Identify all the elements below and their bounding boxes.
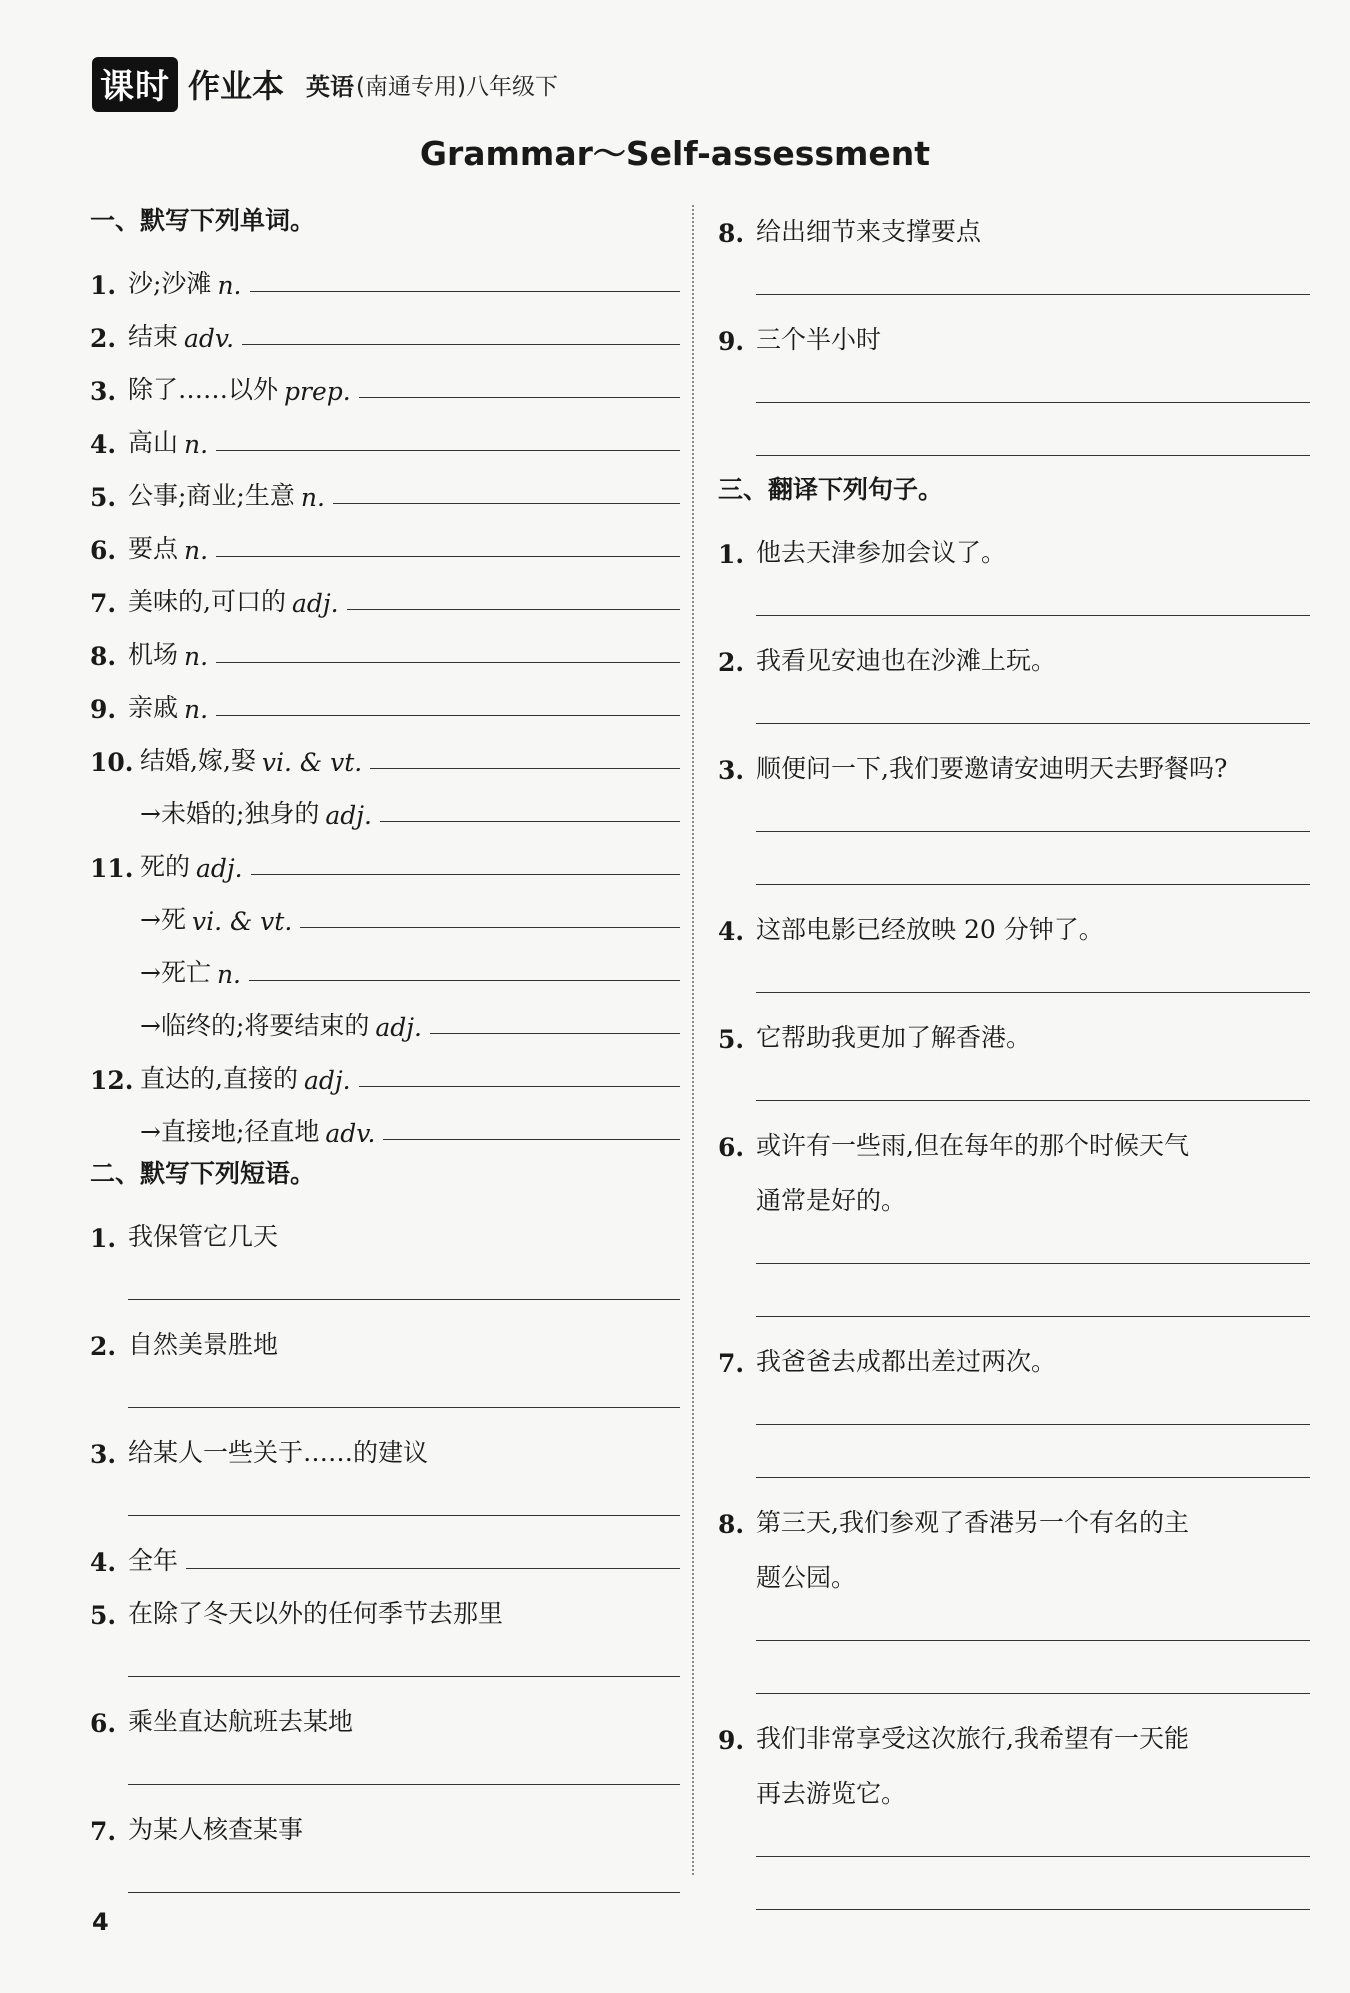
item-pos: n. [300,483,325,512]
item-pos: n. [216,960,242,989]
item-chinese: 他去天津参加会议了。 [756,538,1007,567]
item-chinese: →死 [140,905,186,934]
item-chinese: 机场 [128,640,179,669]
left-column [90,195,680,1901]
answer-blank[interactable] [250,290,681,292]
answer-blank[interactable] [251,873,680,875]
phrase-item [90,1308,680,1363]
word-item [90,618,680,671]
phrase-item [90,1524,680,1577]
answer-blank[interactable] [249,979,680,981]
phrase-item [718,303,1310,358]
answer-blank[interactable] [359,1085,680,1087]
word-item [90,724,680,777]
item-chinese: 为某人核查某事 [128,1815,304,1844]
item-number: 6. [90,536,117,565]
item-chinese: 在除了冬天以外的任何季节去那里 [128,1599,504,1628]
item-chinese: 死的 [140,852,191,881]
item-number: 5. [90,1601,117,1630]
answer-line[interactable] [718,571,1310,624]
item-chinese: 亲戚 [128,693,179,722]
word-derivative-item [90,1095,680,1148]
answer-line[interactable] [718,1219,1310,1272]
word-item [90,671,680,724]
answer-blank[interactable] [216,661,680,663]
phrase-item [90,1793,680,1848]
item-number: 10. [90,748,134,777]
item-chinese: 给出细节来支撑要点 [756,217,982,246]
sentence-continuation [718,1164,1310,1219]
item-number: 4. [90,430,117,459]
section1-heading: 一、默写下列单词。 [90,206,316,235]
answer-line[interactable] [718,948,1310,1001]
item-chinese: 要点 [128,534,179,563]
answer-line[interactable] [718,411,1310,464]
answer-line[interactable] [90,1255,680,1308]
item-pos: adj. [291,589,339,618]
answer-line[interactable] [718,679,1310,732]
item-chinese: 第三天,我们参观了香港另一个有名的主 [756,1508,1189,1537]
item-chinese: 再去游览它。 [756,1779,907,1808]
answer-blank[interactable] [216,449,680,451]
phrase-item [90,1577,680,1632]
item-chinese: 或许有一些雨,但在每年的那个时候天气 [756,1131,1189,1160]
edition-label: (南通专用)八年级下 [356,73,558,100]
word-item [90,459,680,512]
page-title: Grammar～Self-assessment [419,134,931,173]
item-chinese: 题公园。 [756,1563,857,1592]
sentence-item [718,732,1310,787]
item-chinese: →未婚的;独身的 [140,799,320,828]
word-item [90,353,680,406]
item-pos: adv. [184,324,235,353]
item-number: 2. [90,324,117,353]
item-number: 8. [718,1510,745,1539]
sentence-item [718,1109,1310,1164]
item-chinese: →直接地;径直地 [140,1117,320,1146]
item-chinese: 我看见安迪也在沙滩上玩。 [756,646,1057,675]
word-derivative-item [90,777,680,830]
item-pos: n. [184,695,209,724]
item-chinese: 三个半小时 [756,325,882,354]
answer-line[interactable] [90,1740,680,1793]
sentence-item [718,624,1310,679]
column-divider [692,205,694,1875]
item-pos: adj. [303,1066,351,1095]
word-item [90,1042,680,1095]
item-pos: n. [184,642,209,671]
answer-blank[interactable] [430,1032,680,1034]
answer-blank[interactable] [300,926,680,928]
item-number: 1. [718,540,745,569]
item-chinese: →临终的;将要结束的 [140,1011,370,1040]
item-number: 8. [90,642,117,671]
sentence-item [718,1702,1310,1757]
item-number: 7. [90,589,117,618]
item-chinese: →死亡 [140,958,211,987]
answer-line[interactable] [90,1848,680,1901]
page-number: 4 [92,1908,109,1936]
item-chinese: 我们非常享受这次旅行,我希望有一天能 [756,1724,1189,1753]
answer-blank[interactable] [359,396,680,398]
item-number: 7. [90,1817,117,1846]
item-chinese: 高山 [128,428,179,457]
sentence-item [718,516,1310,571]
brand-logo: 课时 [92,57,178,112]
item-number: 5. [718,1025,745,1054]
item-pos: adj. [325,801,372,830]
item-chinese: 这部电影已经放映 20 分钟了。 [756,915,1104,944]
section3-heading: 三、翻译下列句子。 [718,475,944,504]
sentence-item [718,1486,1310,1541]
right-column [718,195,1310,1918]
item-chinese: 顺便问一下,我们要邀请安迪明天去野餐吗? [756,754,1228,783]
answer-line[interactable] [718,787,1310,840]
word-derivative-item [90,883,680,936]
item-chinese: 除了……以外 [128,375,279,404]
item-number: 9. [718,1726,745,1755]
item-chinese: 全年 [128,1546,179,1575]
item-number: 2. [90,1332,117,1361]
answer-line[interactable] [718,1649,1310,1702]
answer-line[interactable] [718,1380,1310,1433]
item-number: 9. [90,695,117,724]
item-number: 4. [90,1548,117,1577]
item-number: 4. [718,917,745,946]
answer-blank[interactable] [383,1138,680,1140]
phrase-item [718,195,1310,250]
answer-blank[interactable] [242,343,680,345]
answer-line[interactable] [718,1812,1310,1865]
item-number: 3. [90,1440,117,1469]
answer-line[interactable] [718,840,1310,893]
answer-line[interactable] [718,1596,1310,1649]
item-pos: adj. [196,854,243,883]
sentence-item [718,893,1310,948]
item-pos: n. [217,271,242,300]
item-number: 8. [718,219,745,248]
item-chinese: 公事;商业;生意 [128,481,295,510]
answer-line[interactable] [718,358,1310,411]
phrase-item [90,1416,680,1471]
sentence-item [718,1001,1310,1056]
item-number: 3. [718,756,745,785]
section2-heading: 二、默写下列短语。 [90,1159,316,1188]
word-derivative-item [90,936,680,989]
answer-blank[interactable] [370,767,680,769]
item-pos: n. [184,536,209,565]
item-chinese: 我爸爸去成都出差过两次。 [756,1347,1057,1376]
item-chinese: 结婚,嫁,娶 [140,746,256,775]
answer-line[interactable] [718,250,1310,303]
answer-blank[interactable] [333,502,680,504]
brand-name: 作业本 [188,67,285,105]
subject-label: 英语 [306,72,355,101]
item-pos: n. [184,430,209,459]
answer-line[interactable] [718,1056,1310,1109]
item-number: 11. [90,854,134,883]
word-item [90,830,680,883]
answer-blank[interactable] [347,608,680,610]
item-pos: prep. [284,377,351,406]
item-chinese: 乘坐直达航班去某地 [128,1707,354,1736]
item-chinese: 沙;沙滩 [128,269,212,298]
item-number: 9. [718,327,745,356]
word-item [90,300,680,353]
word-derivative-item [90,989,680,1042]
word-item [90,406,680,459]
answer-line[interactable] [718,1865,1310,1918]
answer-line[interactable] [90,1632,680,1685]
word-item [90,512,680,565]
item-number: 1. [90,271,117,300]
item-chinese: 美味的,可口的 [128,587,286,616]
item-number: 12. [90,1066,134,1095]
answer-blank[interactable] [186,1567,680,1569]
item-number: 3. [90,377,117,406]
answer-line[interactable] [718,1272,1310,1325]
item-number: 1. [90,1224,117,1253]
answer-line[interactable] [90,1363,680,1416]
word-item [90,565,680,618]
phrase-item [90,1685,680,1740]
sentence-continuation [718,1757,1310,1812]
item-chinese: 自然美景胜地 [128,1330,279,1359]
header [92,58,558,110]
item-chinese: 它帮助我更加了解香港。 [756,1023,1032,1052]
item-pos: vi. & vt. [191,907,293,936]
item-number: 6. [718,1133,745,1162]
sentence-continuation [718,1541,1310,1596]
item-number: 5. [90,483,117,512]
item-pos: vi. & vt. [261,748,363,777]
item-chinese: 通常是好的。 [756,1186,907,1215]
phrase-item [90,1200,680,1255]
sentence-item [718,1325,1310,1380]
item-chinese: 给某人一些关于……的建议 [128,1438,429,1467]
answer-line[interactable] [718,1433,1310,1486]
item-number: 2. [718,648,745,677]
item-pos: adv. [325,1119,376,1148]
item-pos: adj. [375,1013,422,1042]
item-chinese: 直达的,直接的 [140,1064,298,1093]
item-chinese: 我保管它几天 [128,1222,279,1251]
answer-blank[interactable] [380,820,680,822]
word-item [90,247,680,300]
item-number: 7. [718,1349,745,1378]
item-number: 6. [90,1709,117,1738]
answer-line[interactable] [90,1471,680,1524]
answer-blank[interactable] [216,555,680,557]
answer-blank[interactable] [216,714,680,716]
item-chinese: 结束 [128,322,179,351]
